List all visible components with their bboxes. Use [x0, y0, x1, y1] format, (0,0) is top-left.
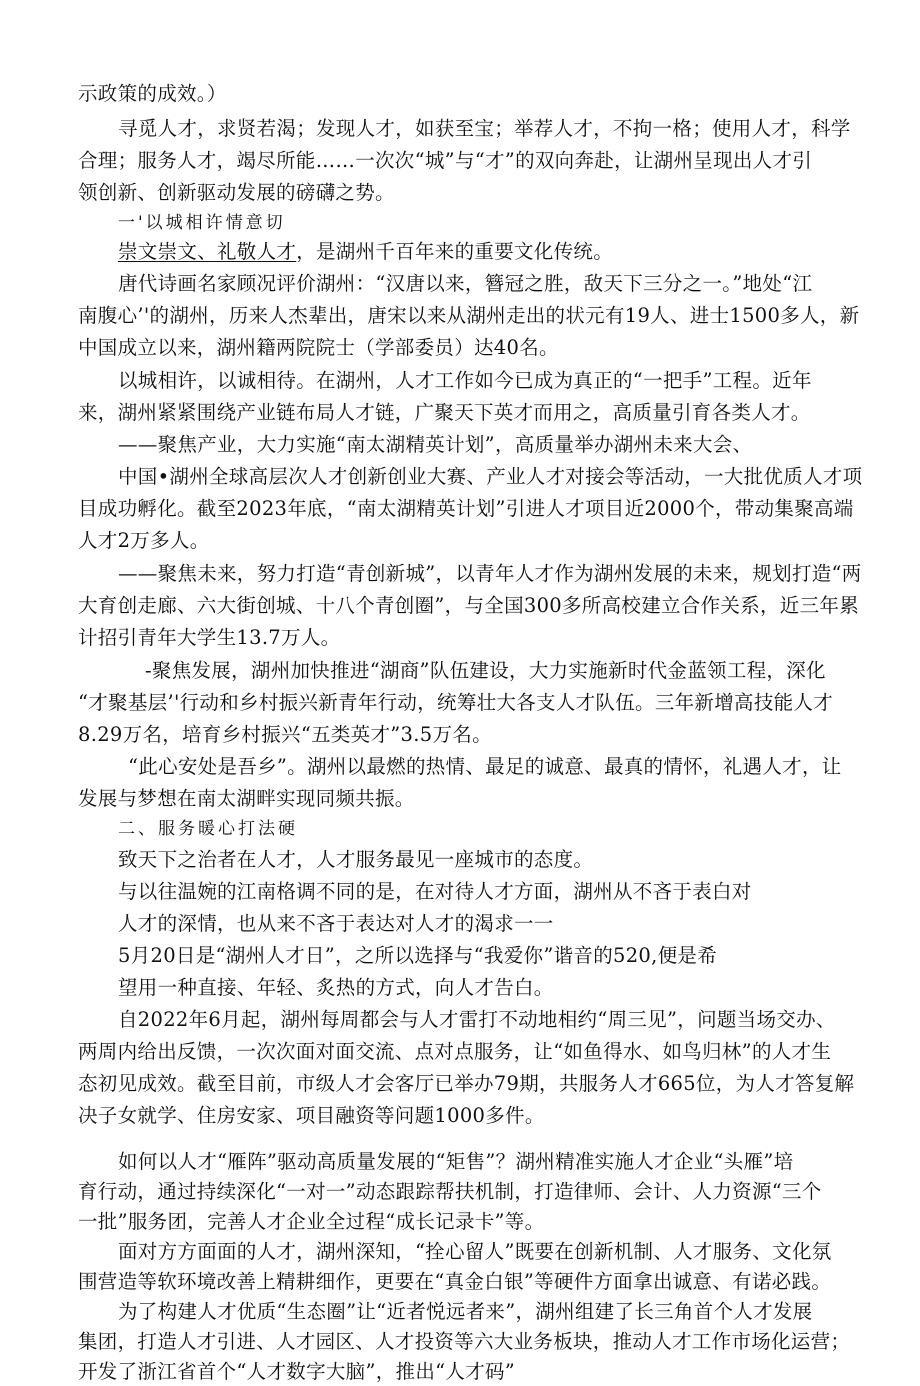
paragraph-line: 如何以人才“雁阵”驱动高质量发展的“矩售”？湖州精准实施人才企业“头雁”培: [118, 1150, 794, 1173]
paragraph-line: 大育创走廊、六大街创城、十八个青创圈”，与全国300多所高校建立合作关系，近三年累: [78, 594, 859, 617]
paragraph-line: 来，湖州紧紧围绕产业链布局人才链，广聚天下英才而用之，高质量引育各类人才。: [78, 401, 811, 424]
paragraph-line: 致天下之治者在人才，人才服务最见一座城市的态度。: [118, 848, 594, 871]
paragraph-line: 育行动，通过持续深化“一对一”动态跟踪帮扶机制，打造律师、会计、人力资源“三个: [78, 1180, 822, 1203]
paragraph-line: 开发了浙江省首个“人才数字大脑”，推出“人才码”: [78, 1360, 516, 1383]
paragraph-line: “才聚基层’'行动和乡村振兴新青年行动，统筹壮大各支人才队伍。三年新增高技能人才: [78, 691, 834, 714]
paragraph-line: 发展与梦想在南太湖畔实现同频共振。: [78, 787, 415, 810]
paragraph-line: 以城相许，以诚相待。在湖州，人才工作如今已成为真正的“一把手”工程。近年: [118, 369, 812, 392]
paragraph-line: 围营造等软环境改善上精耕细作，更要在“真金白银”等硬件方面拿出诚意、有诺必践。: [78, 1270, 832, 1293]
paragraph-line: 目成功孵化。截至2023年底，“南太湖精英计划”引进人才项目近2000个，带动集聚高端: [78, 497, 854, 520]
paragraph-line-tail: ，是湖州千百年来的重要文化传统。: [296, 240, 614, 263]
paragraph-line: 两周内给出反馈，一次次面对面交流、点对点服务，让“如鱼得水、如鸟归林”的人才生: [78, 1040, 832, 1063]
paragraph-line: 5月20日是“湖州人才日”，之所以选择与“我爱你”谐音的520,便是希: [118, 944, 718, 967]
paragraph-line: 与以往温婉的江南格调不同的是，在对待人才方面，湖州从不吝于表白对: [118, 880, 752, 903]
paragraph-line: 领创新、创新驱动发展的磅礴之势。: [78, 181, 395, 204]
section-heading: 一'以城相许情意切: [118, 213, 286, 233]
underlined-phrase: 崇文崇文、礼敬人才: [118, 240, 297, 263]
paragraph-line: 中国成立以来，湖州籍两院院士（学部委员）达40名。: [78, 336, 559, 359]
paragraph-line: 人才的深情，也从来不吝于表达对人才的渴求一一: [118, 912, 554, 935]
paragraph-line: ——聚焦未来，努力打造“青创新城”，以青年人才作为湖州发展的未来，规划打造“两: [118, 562, 862, 585]
section-heading: 二、服务暖心打法硬: [118, 819, 298, 839]
paragraph-line: 一批”服务团，完善人才企业全过程“成长记录卡”等。: [78, 1210, 545, 1233]
paragraph-line: “此心安处是吾乡”。湖州以最燃的热情、最足的诚意、最真的情怀，礼遇人才，让: [128, 755, 842, 778]
paragraph-line: 寻觅人才，求贤若渴；发现人才，如获至宝；举荐人才，不拘一格；使用人才，科学: [118, 117, 851, 140]
paragraph-line: 计招引青年大学生13.7万人。: [78, 626, 341, 649]
paragraph-line: 唐代诗画名家顾况评价湖州：“汉唐以来，簪冠之胜，敌天下三分之一。”地处“江: [118, 272, 813, 295]
paragraph-line: ——聚焦产业，大力实施“南太湖精英计划”，高质量举办湖州未来大会、: [118, 433, 753, 456]
paragraph-line: 自2022年6月起，湖州每周都会与人才雷打不动地相约“周三见”，问题当场交办、: [118, 1008, 836, 1031]
paragraph-line: 为了构建人才优质“生态圈”让“近者悦远者来”，湖州组建了长三角首个人才发展: [118, 1300, 813, 1323]
paragraph-line: 合理；服务人才，竭尽所能……一次次“城”与“才”的双向奔赴，让湖州呈现出人才引: [78, 149, 813, 172]
paragraph-line: 南腹心’'的湖州，历来人杰辈出，唐宋以来从湖州走出的状元有19人、进士1500多人，新: [78, 304, 860, 327]
paragraph-line: 示政策的成效。）: [78, 82, 227, 105]
paragraph-line: 集团，打造人才引进、人才园区、人才投资等六大业务板块，推动人才工作市场化运营；: [78, 1330, 851, 1353]
paragraph-line: -聚焦发展，湖州加快推进“湖商”队伍建设，大力实施新时代金蓝领工程，深化: [145, 659, 826, 682]
paragraph-line: 望用一种直接、年轻、炙热的方式，向人才告白。: [118, 976, 554, 999]
paragraph-line: 态初见成效。截至目前，市级人才会客厅已举办79期，共服务人才665位，为人才答复解: [78, 1072, 855, 1095]
paragraph-line: 决子女就学、住房安家、项目融资等问题1000多件。: [78, 1104, 545, 1127]
paragraph-line: 人才2万多人。: [78, 529, 210, 552]
paragraph-line: 面对方方面面的人才，湖州深知，“拴心留人”既要在创新机制、人才服务、文化氛: [118, 1240, 832, 1263]
paragraph-line: [118, 238, 613, 266]
paragraph-line: 中国•湖州全球高层次人才创新创业大赛、产业人才对接会等活动，一大批优质人才项: [118, 465, 863, 488]
paragraph-line: 8.29万名，培育乡村振兴“五类英才”3.5万名。: [78, 723, 492, 746]
